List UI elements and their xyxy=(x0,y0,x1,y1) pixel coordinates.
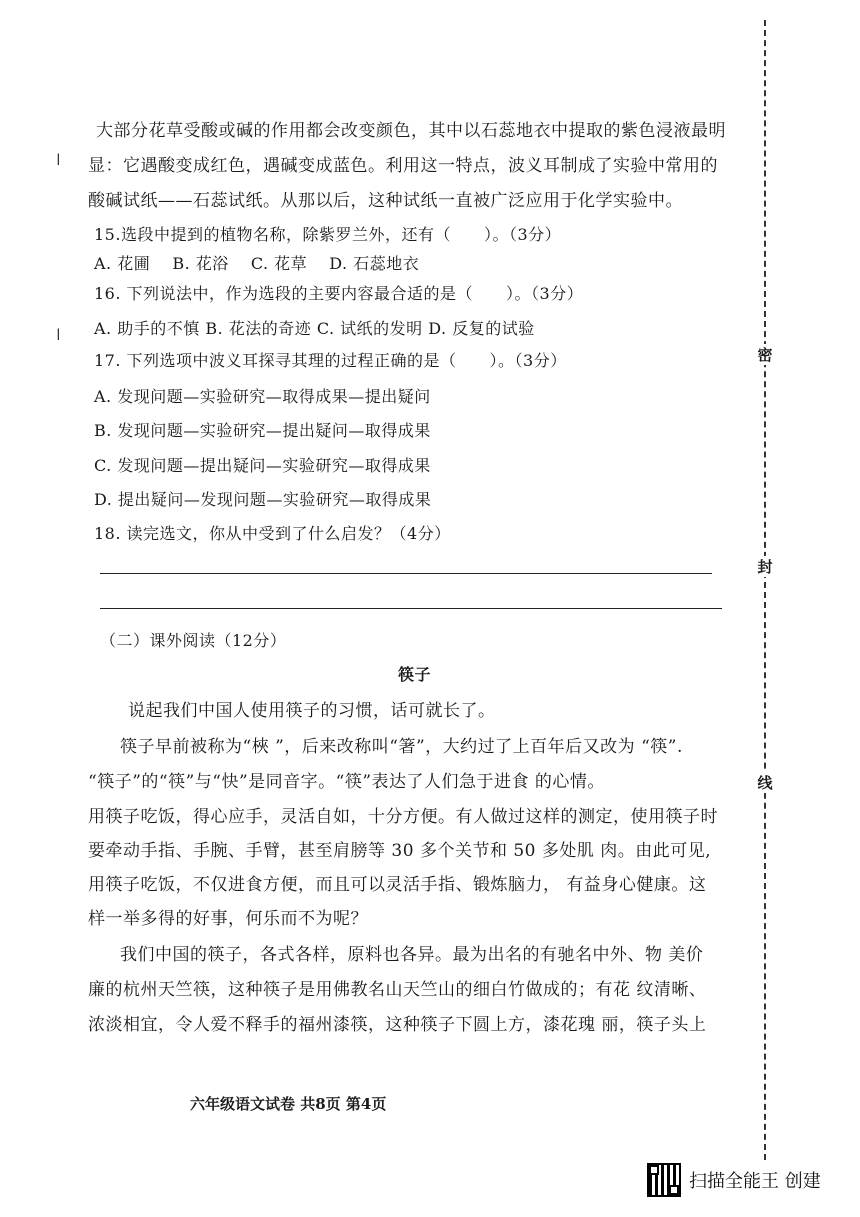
passage-line-1: 大部分花草受酸或碱的作用都会改变颜色，其中以石蕊地衣中提取的紫色浸液最明 xyxy=(96,121,726,141)
article-line: 我们中国的筷子，各式各样，原料也各异。最为出名的有驰名中外、物 美价 xyxy=(120,945,704,965)
scanner-label: 扫描全能王 创建 xyxy=(689,1171,821,1192)
section-heading: （二）课外阅读（12分） xyxy=(100,631,287,650)
passage-line-3: 酸碱试纸——石蕊试纸。从那以后，这种试纸一直被广泛应用于化学实验中。 xyxy=(88,191,683,211)
article-line: 说起我们中国人使用筷子的习惯，话可就长了。 xyxy=(128,701,496,721)
question-18: 18. 读完选文，你从中受到了什么启发？（4分） xyxy=(94,524,451,543)
page-footer: 六年级语文试卷 共8页 第4页 xyxy=(190,1095,387,1113)
question-17-option-a: A. 发现问题—实验研究—取得成果—提出疑问 xyxy=(94,387,431,406)
seal-dashed-line xyxy=(764,20,766,1160)
question-17-option-c: C. 发现问题—提出疑问—实验研究—取得成果 xyxy=(94,456,431,475)
article-title: 筷子 xyxy=(398,665,432,684)
article-line: 筷子早前被称为“梜 ”，后来改称叫“箸”，大约过了上百年后又改为 “筷”. xyxy=(120,737,683,757)
seal-char-feng: 封 xyxy=(754,556,776,577)
question-15: 15.选段中提到的植物名称，除紫罗兰外，还有（ ）。（3分） xyxy=(94,225,562,244)
qr-code-icon xyxy=(647,1163,681,1197)
margin-mark: ǀ xyxy=(56,325,61,344)
article-line: 用筷子吃饭，不仅进食方便，而且可以灵活手指、锻炼脑力， 有益身心健康。这 xyxy=(88,875,707,895)
article-line: “筷子”的“筷”与“快”是同音字。“筷”表达了人们急于进食 的心情。 xyxy=(88,772,605,792)
article-line: 要牵动手指、手腕、手臂，甚至肩膀等 30 多个关节和 50 多处肌 肉。由此可见, xyxy=(88,841,712,861)
answer-line[interactable] xyxy=(100,608,722,609)
passage-line-2: 显：它遇酸变成红色，遇碱变成蓝色。利用这一特点，波义耳制成了实验中常用的 xyxy=(88,156,718,176)
question-16: 16. 下列说法中，作为选段的主要内容最合适的是（ ）。（3分） xyxy=(94,284,584,303)
question-17-option-d: D. 提出疑问—发现问题—实验研究—取得成果 xyxy=(94,490,432,509)
article-line: 样一举多得的好事，何乐而不为呢？ xyxy=(88,909,368,929)
margin-mark: ǀ xyxy=(56,150,61,169)
question-15-options: A. 花圃 B. 花浴 C. 花草 D. 石蕊地衣 xyxy=(94,254,420,273)
seal-char-xian: 线 xyxy=(754,772,776,793)
answer-line[interactable] xyxy=(100,573,712,574)
scanner-stamp xyxy=(647,1163,821,1197)
question-16-options: A. 助手的不慎 B. 花法的奇迹 C. 试纸的发明 D. 反复的试验 xyxy=(94,319,535,338)
article-line: 浓淡相宜，令人爱不释手的福州漆筷，这种筷子下圆上方，漆花瑰 丽，筷子头上 xyxy=(88,1015,707,1035)
question-17: 17. 下列选项中波义耳探寻其理的过程正确的是（ ）。（3分） xyxy=(94,351,567,370)
seal-char-mi: 密 xyxy=(754,344,776,365)
question-17-option-b: B. 发现问题—实验研究—提出疑问—取得成果 xyxy=(94,421,431,440)
article-line: 用筷子吃饭，得心应手，灵活自如，十分方便。有人做过这样的测定，使用筷子时 xyxy=(88,807,718,827)
article-line: 廉的杭州天竺筷，这种筷子是用佛教名山天竺山的细白竹做成的；有花 纹清晰、 xyxy=(88,980,707,1000)
